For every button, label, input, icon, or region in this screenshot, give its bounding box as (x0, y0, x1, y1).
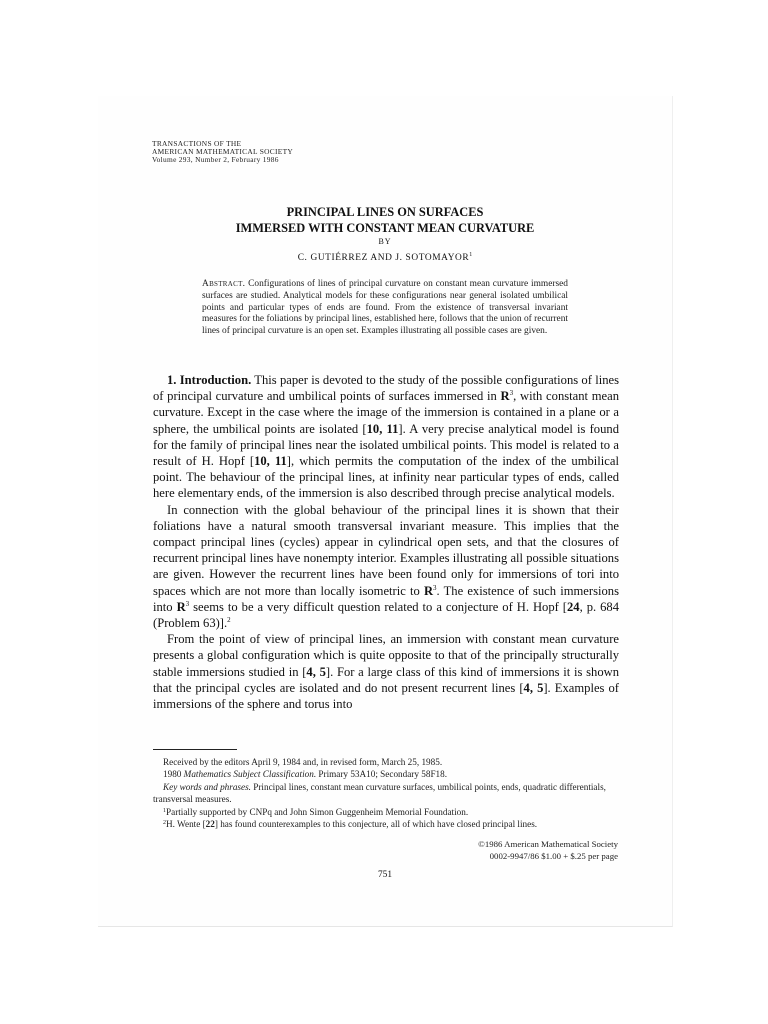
paper-title (98, 204, 672, 236)
journal-line: TRANSACTIONS OF THE (152, 139, 242, 148)
journal-issue: Volume 293, Number 2, February 1986 (152, 155, 279, 164)
text-run: , p. 684 (Problem 63)]. (153, 599, 619, 631)
footnote-1 (153, 806, 621, 818)
paragraph (153, 372, 619, 502)
text-run: H. Wente [ (166, 819, 206, 830)
title-line: PRINCIPAL LINES ON SURFACES (286, 205, 484, 219)
text-run: In connection with the global behaviour of the principal lines it is shown that their foliations have a natural smooth transversal invariant measure. This implies that the compact principal lines (cycles) appear in cylindrical open sets, and that the closures of recurrent principal lines have nonempty interior. Examples illustrating all possible situations are given. However the recurrent lines have been found only for immersions of tori into spaces which are not more than locally isometric to (153, 502, 619, 598)
footnote-rule (153, 749, 237, 750)
text-run: ], which permits the computation of the index of the umbilical point. The behaviour of the principal lines, at infinity near particular types of ends, called here elementary ends, of the immersion is also described through precise analytical models. (153, 454, 619, 501)
text-run: ] has found counterexamples to this conjecture, all of which have closed principal lines. (214, 819, 538, 830)
footnote-2 (153, 818, 621, 830)
text-run: seems to be a very difficult question related to a conjecture of H. Hopf [ (193, 599, 567, 614)
citation: 10, 11 (254, 454, 287, 469)
authors (98, 252, 672, 263)
footnote-keywords (153, 781, 621, 806)
footnote-mark: 1 (163, 807, 166, 814)
text-run: 1980 (163, 769, 182, 780)
text-run: Mathematics Subject Classification. (183, 769, 317, 780)
body-text (153, 372, 619, 712)
text-run: Primary 53A10; Secondary 58F18. (318, 769, 448, 780)
abstract-label: Abstract. (202, 279, 246, 289)
superscript: 3 (509, 389, 514, 398)
superscript: 3 (185, 599, 190, 608)
journal-header (152, 140, 293, 164)
journal-line: AMERICAN MATHEMATICAL SOCIETY (152, 147, 294, 156)
citation: 24 (566, 599, 580, 614)
math-symbol: R (500, 389, 510, 404)
abstract-text: Configurations of lines of principal curvature on constant mean curvature immersed surfaces are studied. Analytical models for these configurations near general isolated umbilical points and particular types of ends are found. From the existence of transversal invariant measures for the foliations by principal lines, established here, follows that the union of recurrent lines of principal curvature is an open set. Examples illustrating all possible cases are given. (202, 279, 568, 337)
copyright-notice (380, 838, 618, 862)
text-run: Principal lines, constant mean curvature surfaces, umbilical points, ends, quadratic differentials, transversal measures. (153, 781, 606, 805)
superscript: 3 (433, 583, 437, 592)
citation: 22 (205, 819, 215, 830)
price-line: 0002-9947/86 $1.00 + $.25 per page (489, 851, 618, 861)
citation: 4, 5 (523, 680, 544, 695)
footnote-mark: 2 (227, 616, 231, 625)
paragraph (153, 502, 619, 632)
text-run: Partially supported by CNPq and John Simon Guggenheim Memorial Foundation. (166, 806, 469, 817)
text-run: From the point of view of principal lines, an immersion with constant mean curvature presents a global configuration which is quite opposite to that of the principally structurally stable immersions studied in [ (153, 632, 619, 679)
footnote-msc (153, 768, 621, 780)
abstract (202, 279, 568, 338)
by-label: BY (378, 237, 392, 246)
text-run: ]. For a large class of this kind of immersions it is shown that the principal cycles are isolated and do not present recurrent lines [ (153, 664, 620, 695)
footnote-received: Received by the editors April 9, 1984 and, in revised form, March 25, 1985. (163, 757, 443, 767)
title-line: IMMERSED WITH CONSTANT MEAN CURVATURE (235, 221, 535, 235)
math-symbol: R (423, 583, 434, 598)
footnote-mark: 1 (469, 252, 473, 258)
copyright-line: ©1986 American Mathematical Society (478, 839, 618, 849)
text-run: . The existence of such immersions into (153, 583, 619, 614)
text-run: This paper is devoted to the study of the possible configurations of lines of principal curvature and umbilical points of surfaces immersed in (153, 373, 619, 404)
citation: 4, 5 (306, 664, 326, 679)
math-symbol: R (176, 599, 186, 614)
text-run: ]. A very precise analytical model is found for the family of principal lines near the isolated umbilical points. This model is related to a result of H. Hopf [ (153, 421, 619, 469)
paragraph (153, 631, 619, 712)
text-run: , with constant mean curvature. Except in the case where the image of the immersion is contained in a plane or a sphere, the umbilical points are isolated [ (153, 389, 619, 436)
footnote-mark: 2 (163, 820, 166, 827)
section-heading: 1. Introduction. (167, 373, 252, 387)
citation: 10, 11 (366, 421, 399, 436)
author-names: C. GUTIÉRREZ AND J. SOTOMAYOR (297, 253, 470, 263)
footnotes (153, 756, 621, 830)
text-run: ]. Examples of immersions of the sphere and torus into (153, 680, 619, 712)
text-run: Key words and phrases. (163, 781, 251, 792)
page-number: 751 (377, 870, 393, 880)
